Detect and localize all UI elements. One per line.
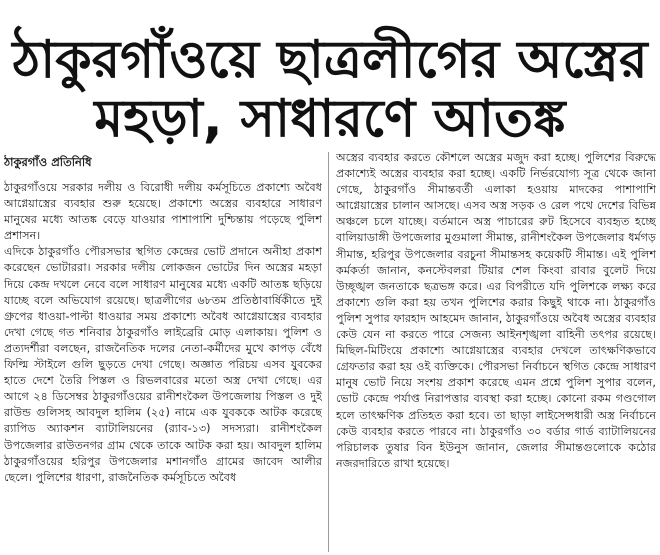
article-column-right [336, 150, 656, 553]
headline-line-1: ঠাকুরগাঁওয়ে ছাত্রলীগের অস্ত্রের [12, 30, 648, 90]
byline: ঠাকুরগাঁও প্রতিনিধি [4, 155, 92, 169]
article-headline [0, 0, 660, 148]
paragraph: ঠাকুরগাঁওয়ে সরকার দলীয় ও বিরোধী দলীয় কর্মসূচিতে প্রকাশ্যে অবৈধ আগ্নেয়াস্ত্রের ব্যবহার শুরু হয়েছে। প্রকাশ্যে অস্ত্রের ব্যবহারে সাধারণ মানুষের মধ্যে আতঙ্ক বেড়ে যাওয়ার পাশাপাশি দুশ্চিন্তায় পড়েছে পুলিশ প্রশাসন। [4, 181, 322, 243]
column-divider [328, 152, 329, 552]
article-column-left [4, 150, 322, 553]
paragraph: অস্ত্রের ব্যবহার করতে কৌশলে অস্ত্রের মজুদ করা হচ্ছে। পুলিশের বিরুদ্ধে প্রকাশ্যেই অস্ত্রের ব্যবহার করা হচ্ছে। একটি নির্ভরযোগ্য সূত্র থেকে জানা গেছে, ঠাকুরগাঁও সীমান্তবর্তী এলাকা হওয়ায় মাদকের পাশাপাশি আগ্নেয়াস্ত্রের চালান আসছে। এসব অস্ত্র সড়ক ও রেল পথে দেশের বিভিন্ন অঞ্চলে চলে যাচ্ছে। বর্তমানে অস্ত্র পাচারের রুট হিসেবে ব্যবহৃত হচ্ছে বালিয়াডাঙ্গী উপজেলার মুগুমালা সীমান্ত, রানীশংকৈল উপজেলার ধর্মগড় সীমান্ত, হরিপুর উপজেলার বরচুনা সীমান্তসহ কয়েকটি সীমান্ত। এই পুলিশ কর্মকর্তা জানান, কনস্টেবলরা টিয়ার শেল কিংবা রাবার বুলেট দিয়ে উচ্ছৃঙ্খল জনতাকে ছত্রভঙ্গ করে। এর বিপরীতে যদি পুলিশকে লক্ষ্য করে প্রকাশ্যে গুলি করা হয় তখন পুলিশের করার কিছুই থাকে না। ঠাকুরগাঁও পুলিশ সুপার ফারহাদ আহমেদ জানান, ঠাকুরগাঁওয়ে অবৈধ অস্ত্রের ব্যবহার কেউ যেন না করতে পারে সেজন্য আইনশৃঙ্খলা বাহিনী তৎপর রয়েছে। মিছিল-মিটিংয়ে প্রকাশ্যে আগ্নেয়াস্ত্রের ব্যবহার দেখলে তাৎক্ষণিকভাবে গ্রেফতার করা হয় ওই ব্যক্তিকে। পৌরসভা নির্বাচনে স্থগিত কেন্দ্রে সাধারণ মানুষ ভোট নিয়ে সংশয় প্রকাশ করেছে এমন প্রশ্নে পুলিশ সুপার বলেন, ভোট কেন্দ্রে পর্যাপ্ত নিরাপত্তার ব্যবস্থা করা হচ্ছে। কোনো রকম গণ্ডগোল হলে তাৎক্ষণিক প্রতিহত করা হবে। তা ছাড়া লাইসেন্সধারী অস্ত্র নির্বাচনে কেউ ব্যবহার করতে পারবে না। ঠাকুরগাঁও ৩০ বর্ডার গার্ড ব্যাটালিয়নের পরিচালক তুষার বিন ইউনুস জানান, জেলার সীমান্তগুলোকে কঠোর নজরদারিতে রাখা হয়েছে। [336, 151, 656, 470]
headline-line-2: মহড়া, সাধারণে আতঙ্ক [94, 89, 566, 149]
paragraph: এদিকে ঠাকুরগাঁও পৌরসভার স্থগিত কেন্দ্রের ভোট প্রদানে অনীহা প্রকাশ করেছেন ভোটাররা। সরকার দলীয় লোকজন ভোটের দিন অস্ত্রের মহড়া দিয়ে কেন্দ্র দখলে নেবে বলে সাধারণ মানুষের মধ্যে একটি আতঙ্ক ছড়িয়ে যাচ্ছে বলে অভিযোগ রয়েছে। ছাত্রলীগের ৬৮তম প্রতিষ্ঠাবার্ষিকীতে দুই গ্রুপের ধাওয়া-পাল্টা ধাওয়ার সময় প্রকাশ্যে অবৈধ আগ্নেয়াস্ত্রের ব্যবহার দেখা গেছে গত শনিবার ঠাকুরগাঁও লাইব্রেরি মোড় এলাকায়। পুলিশ ও প্রত্যদর্শীরা বলছেন, রাজনৈতিক দলের নেতা-কর্মীদের মুখে কাপড় বেঁধে ফিল্মি স্টাইলে গুলি ছুড়তে দেখা গেছে। অজ্ঞাত পরিচয় এসব যুবকের হাতে দেশে তৈরি পিস্তল ও রিভলবারের মতো অস্ত্র দেখা গেছে। এর আগে ২৪ ডিসেম্বর ঠাকুরগাঁওয়ের রানীশংকৈল উপজেলায় পিস্তল ও দুই রাউন্ড গুলিসহ আবদুল হালিম (২৫) নামে এক যুবককে আটক করেছে র‌্যাপিড অ্যাকশন ব্যাটালিয়নের (র‌্যাব-১৩) সদস্যরা। রানীশংকৈল উপজেলার রাউতনগর গ্রাম থেকে তাকে আটক করা হয়। আবদুল হালিম ঠাকুরগাঁওয়ের হরিপুর উপজেলার মশানগাঁও গ্রামের জাবেদ আলীর ছেলে। পুলিশের ধারণা, রাজনৈতিক কর্মসূচিতে অবৈধ [4, 245, 322, 484]
